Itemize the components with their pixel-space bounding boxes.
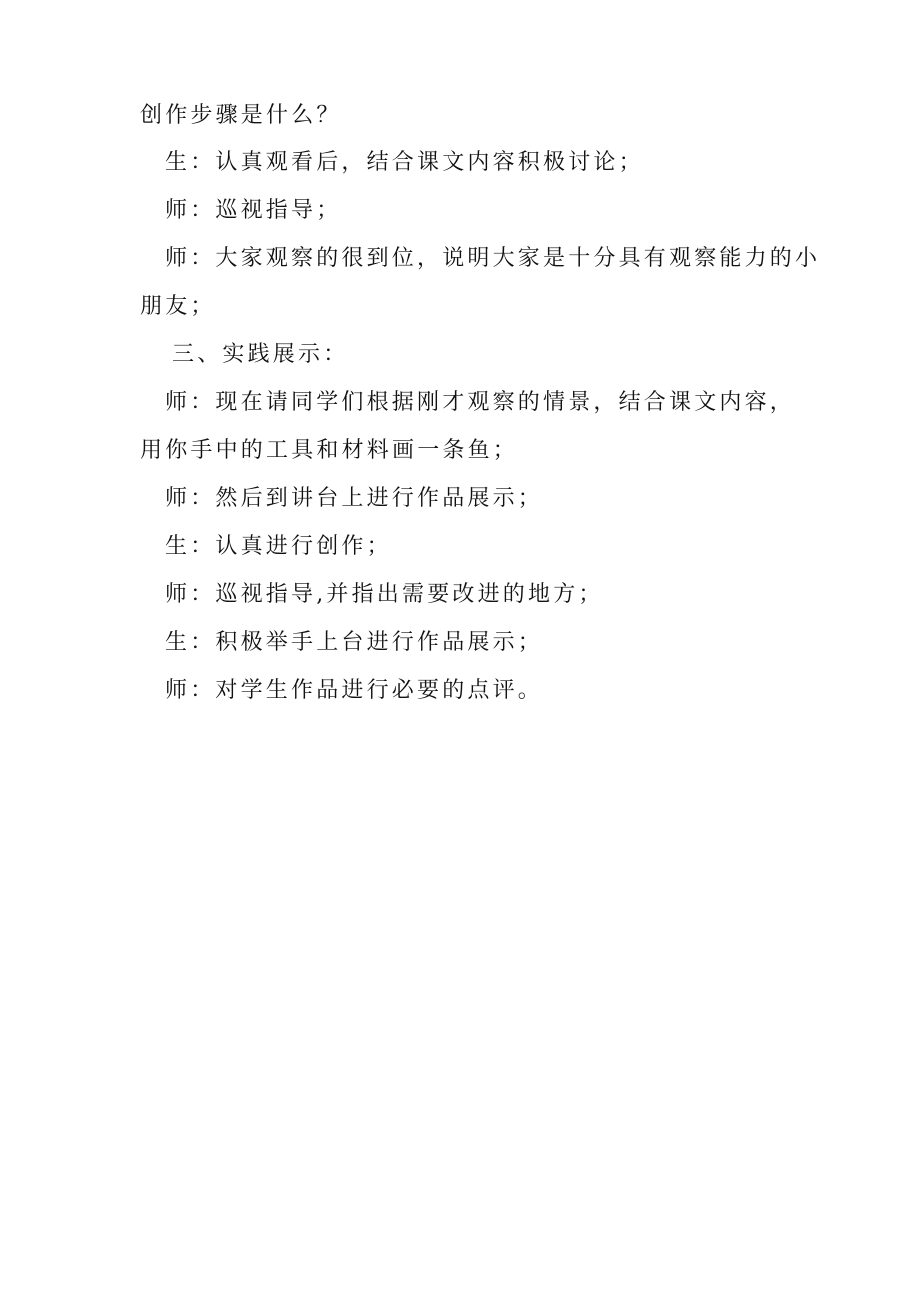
paragraph-line: 师：巡视指导；: [165, 198, 342, 223]
paragraph-line: 用你手中的工具和材料画一条鱼；: [140, 438, 519, 463]
paragraph-line: 生：认真进行创作；: [165, 534, 392, 559]
paragraph-line: 朋友；: [140, 294, 216, 319]
paragraph-line: 创作步骤是什么？: [140, 103, 342, 128]
paragraph-line: 师：巡视指导,并指出需要改进的地方；: [165, 582, 604, 607]
paragraph-line: 师：现在请同学们根据刚才观察的情景，结合课文内容，: [165, 390, 796, 415]
paragraph-line: 师：对学生作品进行必要的点评。: [165, 678, 544, 703]
paragraph-line: 师：大家观察的很到位，说明大家是十分具有观察能力的小: [165, 246, 821, 271]
paragraph-line: 生：积极举手上台进行作品展示；: [165, 630, 544, 655]
paragraph-line: 生：认真观看后，结合课文内容积极讨论；: [165, 150, 644, 175]
paragraph-line: 师：然后到讲台上进行作品展示；: [165, 486, 544, 511]
section-heading: 三、实践展示：: [172, 342, 349, 367]
